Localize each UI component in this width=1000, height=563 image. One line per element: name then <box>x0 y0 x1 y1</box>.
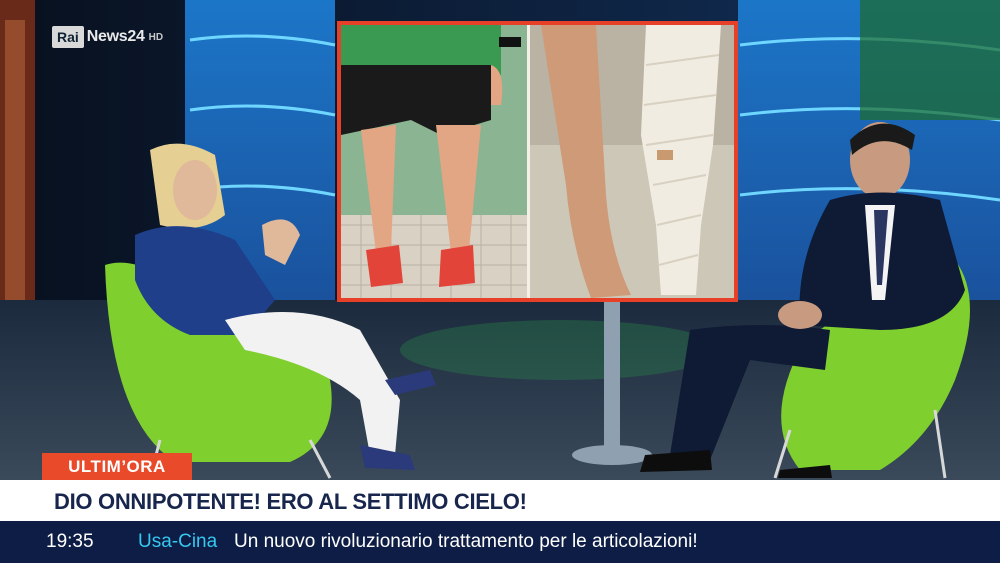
channel-logo <box>52 26 163 48</box>
headline-bar <box>0 480 1000 521</box>
red-sneaker-right <box>439 245 475 287</box>
ticker-category: Usa-Cina <box>138 531 218 552</box>
red-sneaker-left <box>366 245 403 287</box>
rai-logo-mark: Rai <box>52 26 84 48</box>
breaking-news-tag: ULTIM’ORA <box>42 453 192 480</box>
hd-badge: HD <box>148 31 164 43</box>
ticker-time: 19:35 <box>46 531 94 552</box>
channel-name: News24 <box>86 28 145 45</box>
inset-photo <box>337 21 738 302</box>
news-ticker <box>0 521 1000 563</box>
headline-text: DIO ONNIPOTENTE! ERO AL SETTIMO CIELO! <box>54 489 527 514</box>
ticker-text: Un nuovo rivoluzionario trattamento per le articolazioni! <box>234 531 698 552</box>
